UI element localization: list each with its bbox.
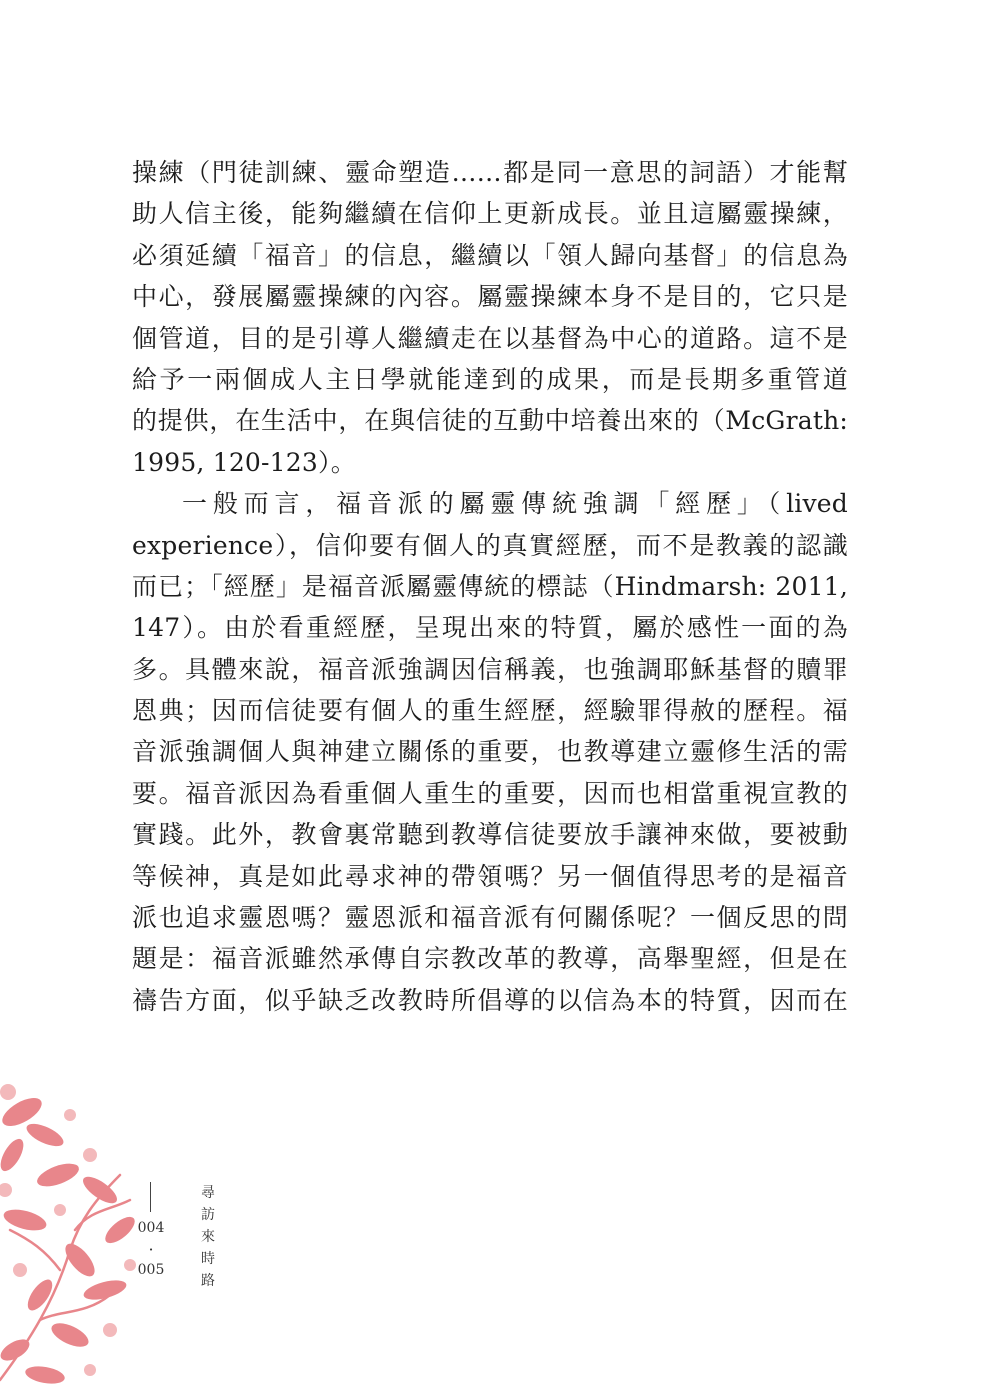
page-number-left: 004 bbox=[137, 1220, 165, 1236]
body-line: 中心，發展屬靈操練的內容。屬靈操練本身不是目的，它只是 bbox=[132, 282, 848, 312]
body-line: 多。具體來說，福音派強調因信稱義，也強調耶穌基督的贖罪 bbox=[132, 654, 848, 684]
body-line: experience），信仰要有個人的真實經歷，而不是教義的認識 bbox=[132, 530, 848, 560]
body-line: 音派強調個人與神建立關係的重要，也教導建立靈修生活的需 bbox=[132, 737, 848, 767]
body-line: 的提供，在生活中，在與信徒的互動中培養出來的（McGrath: bbox=[132, 406, 848, 436]
running-title-char: 訪 bbox=[201, 1207, 215, 1223]
body-line: 等候神，真是如此尋求神的帶領嗎？另一個值得思考的是福音 bbox=[132, 861, 848, 891]
body-line: 題是：福音派雖然承傳自宗教改革的教導，高舉聖經，但是在 bbox=[132, 944, 848, 974]
body-line: 給予一兩個成人主日學就能達到的成果，而是長期多重管道 bbox=[132, 364, 848, 394]
body-text bbox=[132, 152, 848, 1021]
body-line: 禱告方面，似乎缺乏改教時所倡導的以信為本的特質，因而在 bbox=[132, 985, 848, 1015]
running-title-char: 時 bbox=[201, 1251, 215, 1267]
body-line: 要。福音派因為看重個人重生的重要，因而也相當重視宣教的 bbox=[132, 778, 848, 808]
body-line: 實踐。此外，教會裏常聽到教導信徒要放手讓神來做，要被動 bbox=[132, 820, 848, 850]
body-line: 操練（門徒訓練、靈命塑造……都是同一意思的詞語）才能幫 bbox=[132, 158, 848, 187]
body-line: 而已；「經歷」是福音派屬靈傳統的標誌（Hindmarsh: 2011, bbox=[132, 571, 848, 601]
running-title bbox=[198, 1182, 218, 1292]
folio-rule bbox=[150, 1182, 151, 1212]
body-line: 1995, 120-123）。 bbox=[132, 447, 356, 477]
body-line: 恩典；因而信徒要有個人的重生經歷，經驗罪得赦的歷程。福 bbox=[132, 696, 848, 726]
body-line: 必須延續「福音」的信息，繼續以「領人歸向基督」的信息為 bbox=[132, 240, 848, 270]
running-title-char: 路 bbox=[201, 1273, 215, 1289]
page-number-right: 005 bbox=[137, 1262, 165, 1278]
body-line: 147）。由於看重經歷，呈現出來的特質，屬於感性一面的為 bbox=[132, 613, 848, 643]
running-title-char: 來 bbox=[201, 1229, 215, 1245]
running-title-char: 尋 bbox=[201, 1185, 215, 1201]
body-line: 個管道，目的是引導人繼續走在以基督為中心的道路。這不是 bbox=[132, 323, 848, 353]
body-line: 助人信主後，能夠繼續在信仰上更新成長。並且這屬靈操練， bbox=[132, 199, 848, 229]
flower-decoration bbox=[0, 1080, 140, 1390]
page-number-separator: · bbox=[148, 1240, 154, 1259]
body-line: 派也追求靈恩嗎？靈恩派和福音派有何關係呢？一個反思的問 bbox=[132, 903, 848, 933]
body-line-indent: 一般而言，福音派的屬靈傳統強調「經歷」（lived bbox=[182, 489, 848, 519]
